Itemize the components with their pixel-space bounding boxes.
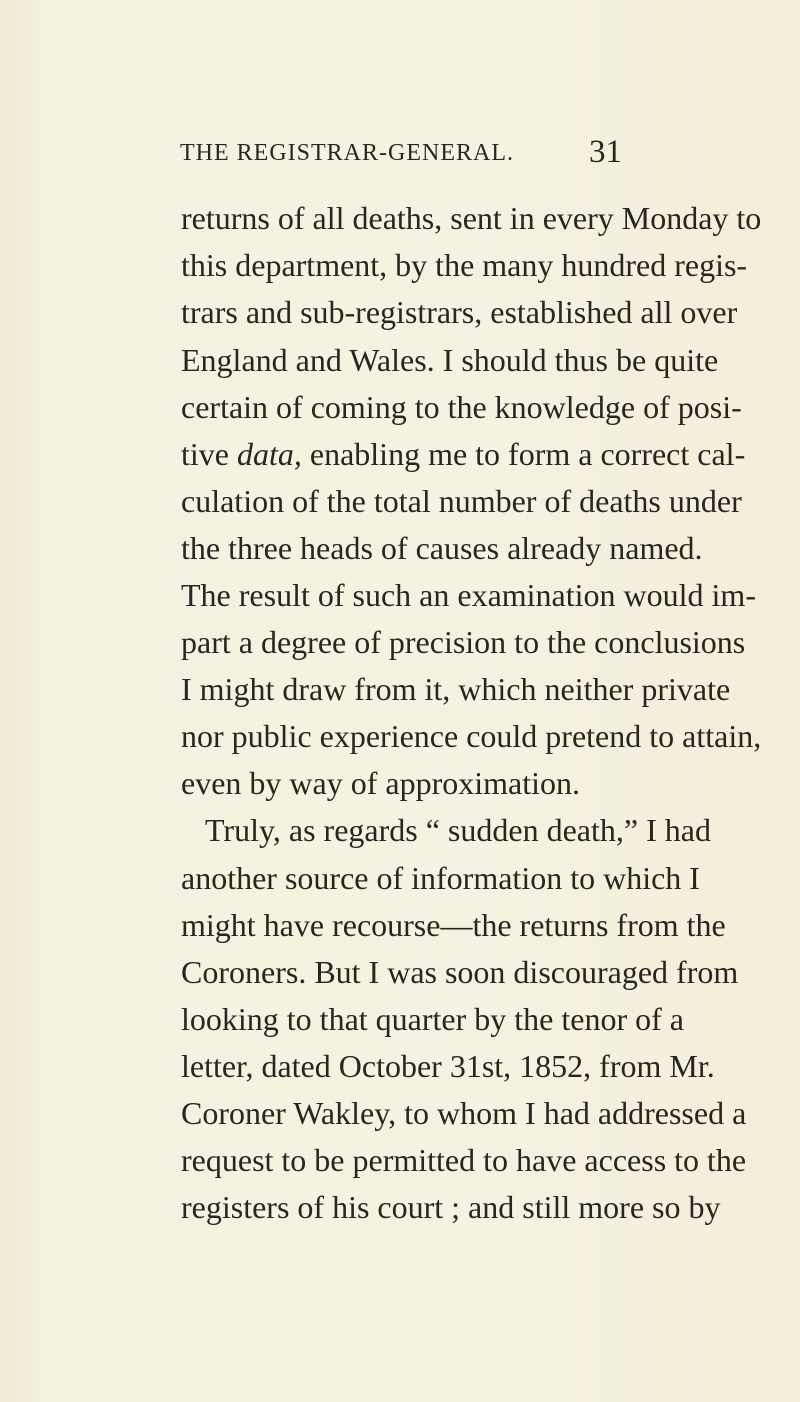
text-line: certain of coming to the knowledge of posi-: [181, 389, 742, 425]
text-line: this department, by the many hundred regis-: [181, 247, 748, 283]
text-line: Coroners. But I was soon discouraged from: [181, 954, 739, 990]
text-line: the three heads of causes already named.: [181, 530, 703, 566]
text-line: letter, dated October 31st, 1852, from Mr.: [181, 1048, 715, 1084]
text-line: The result of such an examination would im-: [181, 577, 756, 613]
text-line: nor public experience could pretend to attain,: [181, 718, 762, 754]
page-number: 31: [589, 134, 622, 170]
text-fragment: tive: [181, 436, 229, 472]
text-line: request to be permitted to have access to the: [181, 1142, 747, 1178]
text-line: trars and sub-registrars, established all over: [181, 294, 738, 330]
text-line: looking to that quarter by the tenor of a: [181, 1001, 684, 1037]
italic-word: data,: [236, 436, 302, 472]
text-line: Truly, as regards “ sudden death,” I had: [205, 812, 711, 848]
text-line: [181, 434, 746, 474]
text-line: Coroner Wakley, to whom I had addressed a: [181, 1095, 747, 1131]
text-line: even by way of approximation.: [181, 765, 580, 801]
text-line: might have recourse—the returns from the: [181, 907, 726, 943]
text-line: I might draw from it, which neither private: [181, 671, 731, 707]
text-line: culation of the total number of deaths under: [181, 483, 742, 519]
text-line: part a degree of precision to the conclusions: [181, 624, 746, 660]
running-head: THE REGISTRAR-GENERAL.: [180, 140, 514, 166]
text-line: registers of his court ; and still more so by: [181, 1189, 721, 1225]
text-line: returns of all deaths, sent in every Monday to: [181, 200, 762, 236]
text-line: another source of information to which I: [181, 860, 700, 896]
text-fragment: enabling me to form a correct cal-: [309, 436, 746, 472]
text-line: England and Wales. I should thus be quite: [181, 342, 719, 378]
